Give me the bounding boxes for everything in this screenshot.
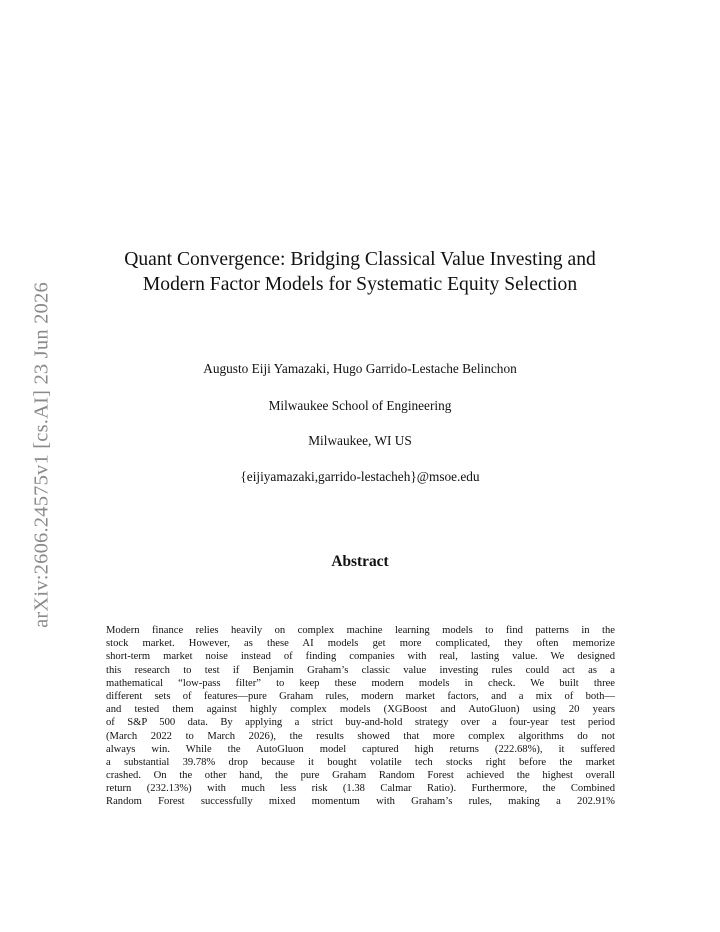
abstract-line: this research to test if Benjamin Graham’s classic value investing rules could act as a xyxy=(106,664,615,676)
abstract-line: Modern finance relies heavily on complex machine learning models to find patterns in the xyxy=(106,625,615,636)
abstract-body xyxy=(106,624,615,809)
arxiv-identifier: arXiv:2606.24575v1 [cs.AI] 23 Jun 2026 xyxy=(30,282,53,628)
abstract-line: (March 2022 to March 2026), the results showed that more complex algorithms do not xyxy=(106,730,615,742)
abstract-line: stock market. However, as these AI models get more complicated, they often memorize xyxy=(106,638,615,650)
paper-title xyxy=(60,247,660,297)
abstract-line: mathematical “low-pass filter” to keep these modern models in check. We built three xyxy=(106,677,615,689)
abstract-line: Random Forest successfully mixed momentum with Graham’s rules, making a 202.91% xyxy=(106,796,615,808)
abstract-heading: Abstract xyxy=(331,553,389,570)
author-email: {eijiyamazaki,garrido-lestacheh}@msoe.edu xyxy=(240,469,480,484)
affiliation: Milwaukee School of Engineering xyxy=(268,398,452,413)
author-list: Augusto Eiji Yamazaki, Hugo Garrido-Lestache Belinchon xyxy=(203,361,517,376)
abstract-line: and tested them against highly complex models (XGBoost and AutoGluon) using 20 years xyxy=(106,704,615,716)
abstract-line: crashed. On the other hand, the pure Graham Random Forest achieved the highest overall xyxy=(106,770,615,782)
title-line: Modern Factor Models for Systematic Equity Selection xyxy=(142,274,578,295)
abstract-line: different sets of features—pure Graham rules, modern market factors, and a mix of both— xyxy=(106,690,615,702)
abstract-line: of S&P 500 data. By applying a strict buy-and-hold strategy over a four-year test period xyxy=(106,717,615,729)
abstract-line: always win. While the AutoGluon model captured high returns (222.68%), it suffered xyxy=(106,743,615,755)
location: Milwaukee, WI US xyxy=(308,433,412,448)
abstract-line: a substantial 39.78% drop because it bought volatile tech stocks right before the market xyxy=(106,756,615,768)
title-line: Quant Convergence: Bridging Classical Value Investing and xyxy=(124,249,596,270)
abstract-line: short-term market noise instead of finding companies with real, lasting value. We designed xyxy=(106,651,615,663)
abstract-line: return (232.13%) with much less risk (1.38 Calmar Ratio). Furthermore, the Combined xyxy=(106,783,615,795)
